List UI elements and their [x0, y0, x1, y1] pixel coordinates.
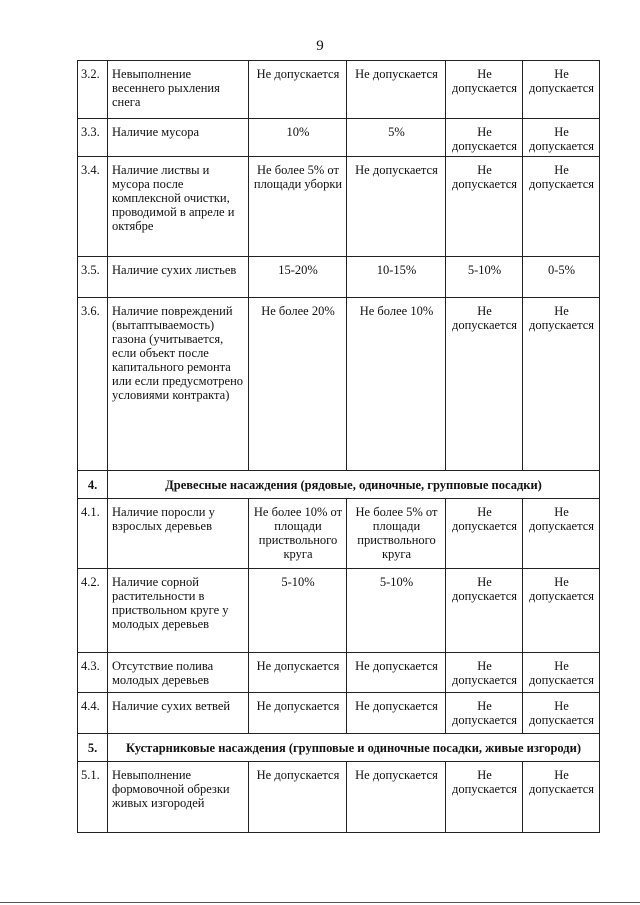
- table-row-3-4: [78, 157, 600, 257]
- row-value-4: 0-5%: [523, 257, 600, 298]
- row-value-1: Не более 20%: [249, 298, 347, 471]
- row-value-3: Не допускается: [446, 499, 523, 569]
- row-number: 3.3.: [78, 119, 108, 157]
- row-value-3: Не допускается: [446, 157, 523, 257]
- row-value-4: Не допускается: [523, 157, 600, 257]
- row-value-3: Не допускается: [446, 119, 523, 157]
- page-edge-line: [0, 902, 640, 903]
- row-value-4: Не допускается: [523, 61, 600, 119]
- row-value-3: Не допускается: [446, 298, 523, 471]
- row-parameter: Наличие сухих листьев: [108, 257, 249, 298]
- row-value-4: Не допускается: [523, 298, 600, 471]
- section-title: Кустарниковые насаждения (групповые и одиночные посадки, живые изгороди): [108, 734, 600, 762]
- table-row-5-1: [78, 762, 600, 833]
- row-value-3: 5-10%: [446, 257, 523, 298]
- row-parameter: Наличие листвы и мусора после комплексной очистки, проводимой в апреле и октябре: [108, 157, 249, 257]
- row-value-1: 5-10%: [249, 569, 347, 653]
- row-parameter: Наличие поросли у взрослых деревьев: [108, 499, 249, 569]
- row-value-4: Не допускается: [523, 569, 600, 653]
- table-row-3-6: [78, 298, 600, 471]
- row-value-2: Не более 10%: [347, 298, 446, 471]
- section-header-4: [78, 471, 600, 499]
- row-value-3: Не допускается: [446, 693, 523, 734]
- row-number: 4.3.: [78, 653, 108, 693]
- row-value-4: Не допускается: [523, 499, 600, 569]
- table-row-3-5: [78, 257, 600, 298]
- row-value-4: Не допускается: [523, 119, 600, 157]
- row-value-1: Не допускается: [249, 762, 347, 833]
- row-value-4: Не допускается: [523, 762, 600, 833]
- row-parameter: Невыполнение весеннего рыхления снега: [108, 61, 249, 119]
- row-value-2: Не более 5% от площади приствольного круга: [347, 499, 446, 569]
- row-value-2: Не допускается: [347, 762, 446, 833]
- section-header-5: [78, 734, 600, 762]
- row-parameter: Наличие мусора: [108, 119, 249, 157]
- page-number: 9: [316, 38, 324, 54]
- row-parameter: Отсутствие полива молодых деревьев: [108, 653, 249, 693]
- row-number: 4.4.: [78, 693, 108, 734]
- row-value-3: Не допускается: [446, 61, 523, 119]
- row-value-3: Не допускается: [446, 569, 523, 653]
- section-number: 4.: [78, 471, 108, 499]
- row-number: 4.1.: [78, 499, 108, 569]
- row-number: 3.5.: [78, 257, 108, 298]
- row-parameter: Наличие сухих ветвей: [108, 693, 249, 734]
- row-value-2: Не допускается: [347, 693, 446, 734]
- row-value-1: Не более 5% от площади уборки: [249, 157, 347, 257]
- row-value-1: 10%: [249, 119, 347, 157]
- row-value-4: Не допускается: [523, 693, 600, 734]
- section-title: Древесные насаждения (рядовые, одиночные, групповые посадки): [108, 471, 600, 499]
- table-row-4-2: [78, 569, 600, 653]
- row-value-2: Не допускается: [347, 61, 446, 119]
- row-number: 3.4.: [78, 157, 108, 257]
- row-value-2: 5-10%: [347, 569, 446, 653]
- requirements-table: [77, 60, 600, 833]
- table-row-4-4: [78, 693, 600, 734]
- row-value-4: Не допускается: [523, 653, 600, 693]
- table-row-3-3: [78, 119, 600, 157]
- table-row-4-1: [78, 499, 600, 569]
- row-number: 3.6.: [78, 298, 108, 471]
- row-value-1: Не допускается: [249, 61, 347, 119]
- row-value-2: Не допускается: [347, 157, 446, 257]
- row-value-2: 5%: [347, 119, 446, 157]
- row-value-3: Не допускается: [446, 762, 523, 833]
- row-value-1: Не более 10% от площади приствольного круга: [249, 499, 347, 569]
- row-number: 4.2.: [78, 569, 108, 653]
- row-value-3: Не допускается: [446, 653, 523, 693]
- row-value-2: 10-15%: [347, 257, 446, 298]
- row-value-2: Не допускается: [347, 653, 446, 693]
- row-number: 5.1.: [78, 762, 108, 833]
- row-parameter: Наличие повреждений (вытаптываемость) газона (учитывается, если объект после капитального ремонта или если предусмотрено условиями контракта): [108, 298, 249, 471]
- section-number: 5.: [78, 734, 108, 762]
- row-value-1: Не допускается: [249, 693, 347, 734]
- row-parameter: Невыполнение формовочной обрезки живых изгородей: [108, 762, 249, 833]
- table-row-4-3: [78, 653, 600, 693]
- row-parameter: Наличие сорной растительности в приствольном круге у молодых деревьев: [108, 569, 249, 653]
- row-number: 3.2.: [78, 61, 108, 119]
- table-row-3-2: [78, 61, 600, 119]
- row-value-1: 15-20%: [249, 257, 347, 298]
- row-value-1: Не допускается: [249, 653, 347, 693]
